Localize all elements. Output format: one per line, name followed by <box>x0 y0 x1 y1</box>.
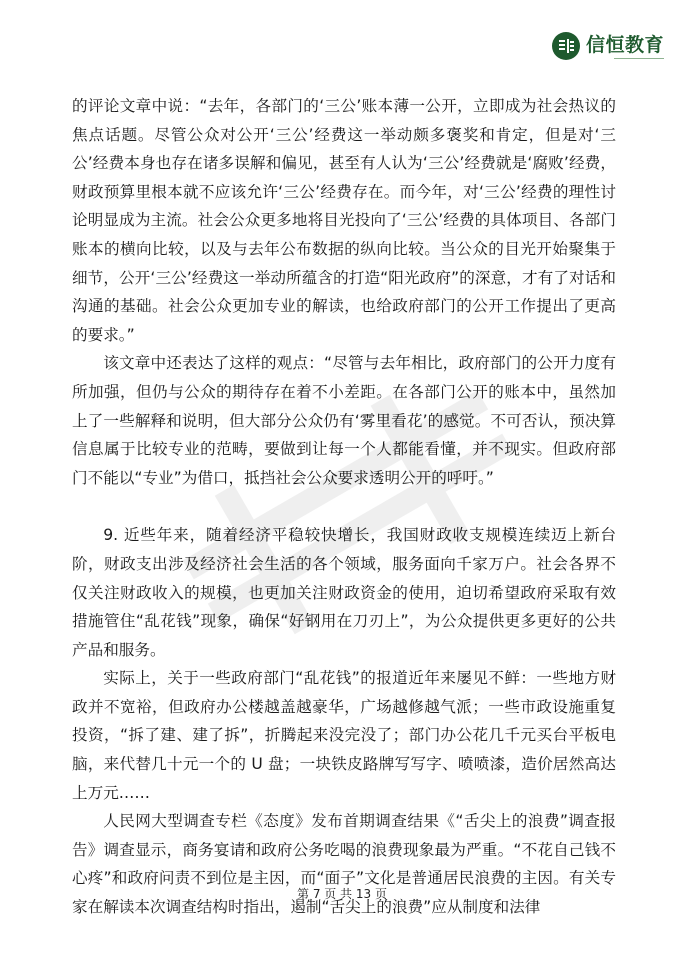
paragraph: 的评论文章中说：“去年，各部门的‘三公’账本薄一公开，立即成为社会热议的焦点话题。尽管公众对公开‘三公’经费这一举动颇多褒奖和肯定，但是对‘三公’经费本身也存在诸多误解和偏见，甚至有人认为‘三公’经费就是‘腐败’经费，财政预算里根本就不应该允许‘三公’经费存在。而今年，对‘三公’经费的理性讨论明显成为主流。社会公众更多地将目光投向了‘三公’经费的具体项目、各部门账本的横向比较，以及与去年公布数据的纵向比较。当公众的目光开始聚集于细节，公开‘三公’经费这一举动所蕴含的打造“阳光政府”的深意，才有了对话和沟通的基础。社会公众更加专业的解读，也给政府部门的公开工作提出了更高的要求。” <box>72 97 616 344</box>
paragraph: 人民网大型调查专栏《态度》发布首期调查结果《“舌尖上的浪费”调查报告》调查显示，商务宴请和政府公务吃喝的浪费现象最为严重。“不花自己钱不心疼”和政府问责不到位是主因，而“面子”文化是普通居民浪费的主因。有关专家在解读本次调查结构时指出，遏制“舌尖上的浪费”应从制度和法律 <box>72 812 616 917</box>
paragraph: 实际上，关于一些政府部门“乱花钱”的报道近年来屡见不鲜：一些地方财政并不宽裕，但政府办公楼越盖越豪华，广场越修越气派；一些市政设施重复投资，“拆了建、建了拆”，折腾起来没完没了；部门办公花几千元买台平板电脑，来代替几十元一个的 U 盘；一块铁皮路牌写写字、喷喷漆，造价居然高达上万元…… <box>72 669 616 802</box>
xinheng-logo-icon <box>552 32 580 60</box>
question-9-paragraph: 9. 近些年来，随着经济平稳较快增长，我国财政收支规模连续迈上新台阶，财政支出涉及经济社会生活的各个领域，服务面向千家万户。社会各界不仅关注财政收入的规模，也更加关注财政资金的使用，迫切希望政府采取有效措施管住“乱花钱”现象，确保“好钢用在刀刃上”，为公众提供更多更好的公共产品和服务。 <box>72 526 616 659</box>
brand-name: 信恒教育 <box>585 34 664 56</box>
paragraph: 该文章中还表达了这样的观点：“尽管与去年相比，政府部门的公开力度有所加强，但仍与公众的期待存在着不小差距。在各部门公开的账本中，虽然加上了一些解释和说明，但大部分公众仍有‘雾里看花’的感觉。不可否认，预决算信息属于比较专业的范畴，要做到让每一个人都能看懂，并不现实。但政府部门不能以“专业”为借口，抵挡社会公众要求透明公开的呼吁。” <box>72 354 616 487</box>
document-body <box>72 92 616 922</box>
brand-tagline-decoration <box>586 57 664 61</box>
page-number: 第 7 页 共 13 页 <box>297 887 387 901</box>
paragraph-gap <box>72 492 616 521</box>
brand-logo <box>552 30 664 61</box>
